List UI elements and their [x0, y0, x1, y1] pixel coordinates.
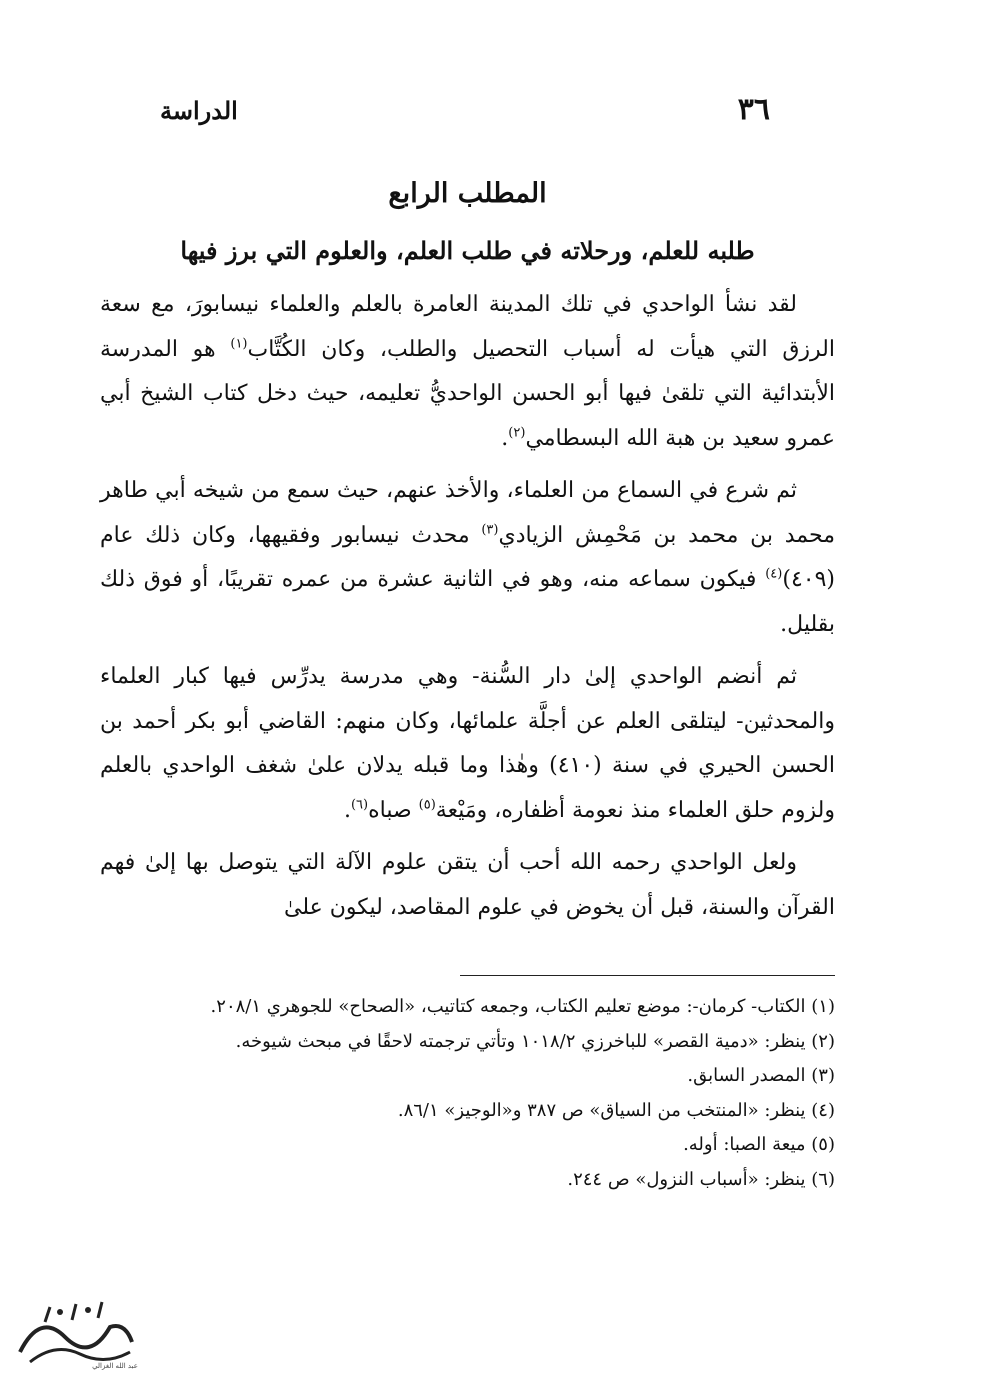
body-paragraph: [100, 841, 835, 930]
body-text: [100, 283, 835, 938]
footnote-marker[interactable]: (٥): [418, 797, 436, 813]
footnote-item: (٢) ينظر: «دمية القصر» للباخرزي ١٠١٨/٢ وتأتي ترجمته لاحقًا في مبحث شيوخه.: [235, 1030, 835, 1052]
paragraph-text: محدث نيسابور وفقيهها، وكان ذلك عام (٤٠٩): [100, 522, 835, 592]
footnote-marker[interactable]: (٦): [350, 797, 369, 813]
footnote-item: (٣) المصدر السابق.: [687, 1065, 835, 1086]
publisher-logo: [10, 1292, 140, 1372]
footnote-marker[interactable]: (٢): [508, 425, 526, 441]
paragraph-text: .: [501, 425, 509, 451]
paragraph-text: فيكون سماعه منه، وهو في الثانية عشرة من عمره تقريبًا، أو فوق ذلك بقليل.: [100, 567, 835, 637]
footnote-item: (١) الكتاب- كرمان-: موضع تعليم الكتاب، وجمعه كتاتيب، «الصحاح» للجوهري ٢٠٨/١.: [210, 996, 835, 1017]
section-title: طلبه للعلم، ورحلاته في طلب العلم، والعلوم التي برز فيها: [180, 236, 755, 265]
body-paragraph: [100, 283, 835, 461]
footnote-marker[interactable]: (٣): [481, 522, 499, 538]
footnote-item: (٦) ينظر: «أسباب النزول» ص ٢٤٤.: [567, 1168, 835, 1190]
paragraph-text: ولعل الواحدي رحمه الله أحب أن يتقن علوم الآلة التي يتوصل بها إلىٰ فهم القرآن والسنة، قبل أن يخوض في علوم المقاصد، ليكون علىٰ: [100, 850, 835, 920]
page-number: ٣٦: [737, 92, 770, 127]
footnote-marker[interactable]: (٤): [765, 566, 783, 582]
footnote-marker[interactable]: (١): [230, 336, 248, 352]
logo-subtext: عبد الله الغزالي: [92, 1362, 138, 1370]
running-section-name: الدراسة: [160, 96, 238, 125]
footnote-item: (٥) ميعة الصبا: أوله.: [683, 1134, 835, 1155]
paragraph-text: ثم شرع في السماع من العلماء، والأخذ عنهم، حيث سمع من شيخه أبي طاهر محمد بن محمد بن مَحْمِش الزيادي: [100, 478, 835, 548]
paragraph-text: ثم أنضم الواحدي إلىٰ دار السُّنة- وهي مدرسة يدرِّس فيها كبار العلماء والمحدثين- ليتلقى العلم عن أجلَّة علمائها، وكان منهم: القاضي أبو بكر أحمد بن الحسن الحيري في سنة (٤١٠) وهٰذا وما قبله يدلان علىٰ شغف الواحدي بالعلم ولزوم حلق العلماء منذ نعومة أظفاره، ومَيْعة: [100, 664, 835, 823]
footnotes: [100, 990, 835, 1197]
body-paragraph: [100, 655, 835, 833]
paragraph-text: هو المدرسة الأبتدائية التي تلقىٰ فيها أبو الحسن الواحديُّ تعليمه، حيث دخل كتاب الشيخ أبي عمرو سعيد بن هبة الله البسطامي: [100, 336, 835, 451]
footnote-item: (٤) ينظر: «المنتخب من السياق» ص ٣٨٧ و«الوجيز» ٨٦/١.: [397, 1099, 835, 1121]
running-head: [160, 92, 770, 132]
body-paragraph: [100, 469, 835, 647]
footnote-divider: [460, 975, 835, 976]
paragraph-text: لقد نشأ الواحدي في تلك المدينة العامرة بالعلم والعلماء نيسابورَ، مع سعة الرزق التي هيأت له أسباب التحصيل والطلب، وكان الكُتَّاب: [100, 292, 835, 362]
chapter-title: المطلب الرابع: [388, 178, 547, 209]
paragraph-text: صباه: [368, 797, 419, 823]
paragraph-text: .: [343, 797, 351, 823]
